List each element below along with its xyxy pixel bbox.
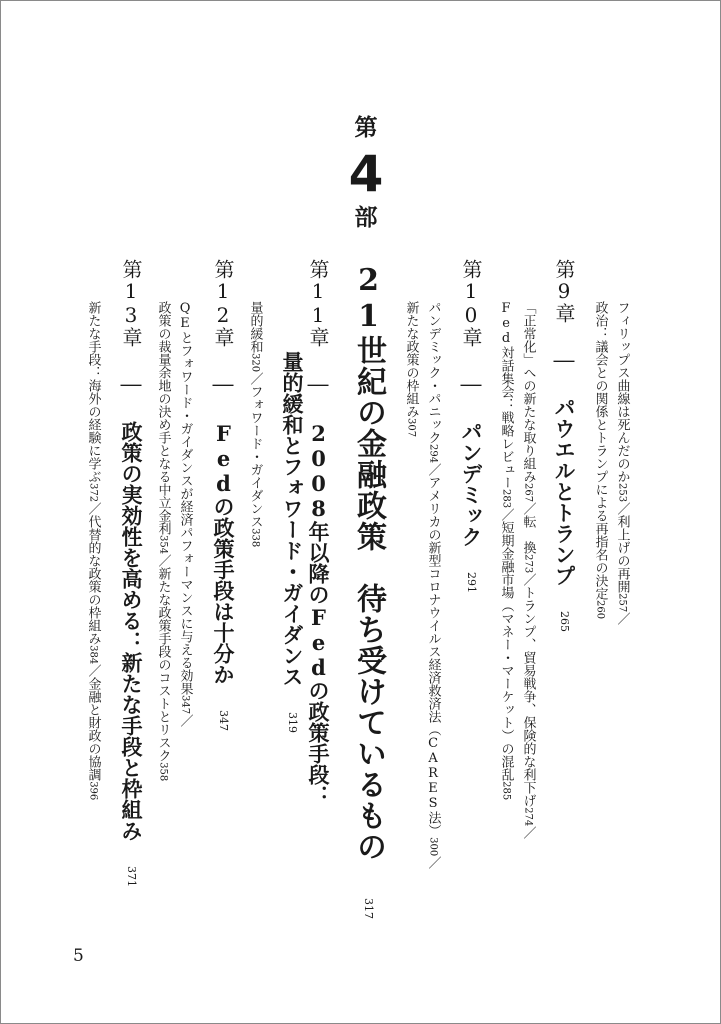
chapter-dash: ― [552,348,576,372]
section-page: 307 [405,418,417,438]
section-title: 代替的な政策の枠組み [85,515,101,646]
chapter-title: 2008年以降のFedの政策手段： [306,421,331,806]
section-page: 294 [427,444,439,464]
separator: ／ [425,463,441,477]
chapter-title-line-2: 量的緩和とフォワード・ガイダンス [280,351,305,687]
chapter-9-heading [549,259,579,632]
section-title: パンデミック・パニック [425,301,441,444]
chapter-13-section-line-1 [84,301,102,800]
section-title: 新たな政策の枠組み [403,301,419,418]
part-label-bu: 部 [354,204,378,231]
section-title: QEとフォワード・ガイダンスが経済パフォーマンスに与える効果 [177,301,193,695]
section-title: 新たな政策手段のコストとリスク [155,567,171,763]
section-page: 320 [249,353,261,373]
separator: ／ [247,372,263,386]
section-page: 253 [616,483,628,503]
section-title: 量的緩和 [247,301,263,353]
separator: ／ [177,714,193,728]
chapter-number: 第11章 [306,259,330,347]
part-label [346,116,386,229]
part-label-dai: 第 [354,114,378,141]
chapter-title: Fedの政策手段は十分か [211,421,236,685]
chapter-10-section-line-2 [402,301,420,437]
chapter-number: 第13章 [119,259,143,347]
section-page: 358 [157,762,169,782]
separator: ／ [425,856,441,870]
chapter-11-section-line-1 [246,301,264,547]
chapter-page: 265 [558,611,571,632]
section-title: 「正常化」への新たな取り組み [520,301,536,483]
section-page: 338 [249,528,261,548]
page-number: 5 [73,946,84,966]
section-title: 新たな手段：海外の経験に学ぶ [85,301,101,483]
section-page: 283 [500,489,512,509]
chapter-dash: ― [119,372,143,396]
section-page: 347 [179,695,191,715]
section-page: 274 [522,807,534,827]
chapter-10-section-line-1 [424,301,442,869]
chapter-12-heading [208,259,238,731]
chapter-9-section-line-3 [519,301,537,839]
separator: ／ [520,502,536,516]
section-title: 政策の裁量余地の決め手となる中立金利 [155,301,171,535]
part-title [346,263,390,919]
section-page: 267 [522,483,534,503]
section-page: 372 [87,483,99,503]
chapter-12-section-line-1 [176,301,194,727]
section-page: 260 [594,600,606,620]
chapter-13-heading [116,259,146,887]
chapter-9-section-line-4 [497,301,515,800]
section-title: フィリップス曲線は死んだのか [614,301,630,483]
section-title: 政治：議会との関係とトランプによる再指名の決定 [592,301,608,600]
part-number: 4 [348,145,384,203]
chapter-title: パウエルとトランプ [552,397,577,586]
section-title: 短期金融市場（マネー・マーケット）の混乱 [498,521,514,782]
chapter-number: 第9章 [552,259,576,323]
chapter-page: 291 [465,572,478,593]
section-title: 金融と財政の協調 [85,677,101,782]
chapter-9-section-line-1 [613,301,631,625]
separator: ／ [498,508,514,522]
section-page: 285 [500,781,512,801]
section-title: フォワード・ガイダンス [247,385,263,529]
chapter-11-heading [303,259,333,806]
section-page: 273 [522,554,534,574]
section-page: 354 [157,535,169,555]
separator: ／ [520,826,536,840]
chapter-9-section-line-2 [591,301,609,619]
part-title-page: 317 [362,898,375,919]
separator: ／ [85,502,101,516]
section-page: 384 [87,645,99,665]
section-page: 396 [87,781,99,801]
section-title: 転 換 [520,515,536,555]
separator: ／ [614,612,630,626]
separator: ／ [85,664,101,678]
section-title: トランプ、貿易戦争、保険的な利下げ [520,586,536,808]
chapter-page: 347 [217,710,230,731]
section-title: 利上げの再開 [614,515,630,594]
section-page: 300 [427,837,439,857]
chapter-dash: ― [211,372,235,396]
chapter-page: 319 [286,712,299,733]
chapter-number: 第10章 [459,259,483,347]
chapter-12-section-line-2 [154,301,172,781]
section-page: 257 [616,593,628,613]
chapter-page: 371 [125,866,138,887]
separator: ／ [614,502,630,516]
separator: ／ [520,573,536,587]
chapter-title: 政策の実効性を高める：新たな手段と枠組み [119,421,144,841]
part-title-text: 21世紀の金融政策 待ち受けているもの [351,263,386,862]
chapter-dash: ― [306,372,330,396]
chapter-dash: ― [459,372,483,396]
chapter-number: 第12章 [211,259,235,347]
section-title: アメリカの新型コロナウイルス経済救済法（CARES法） [425,476,441,838]
chapter-10-heading [456,259,486,593]
section-title: Fed対話集会：戦略レビュー [498,301,514,489]
chapter-title: パンデミック [459,421,484,547]
chapter-11-heading-line-2 [277,351,307,733]
separator: ／ [155,554,171,568]
